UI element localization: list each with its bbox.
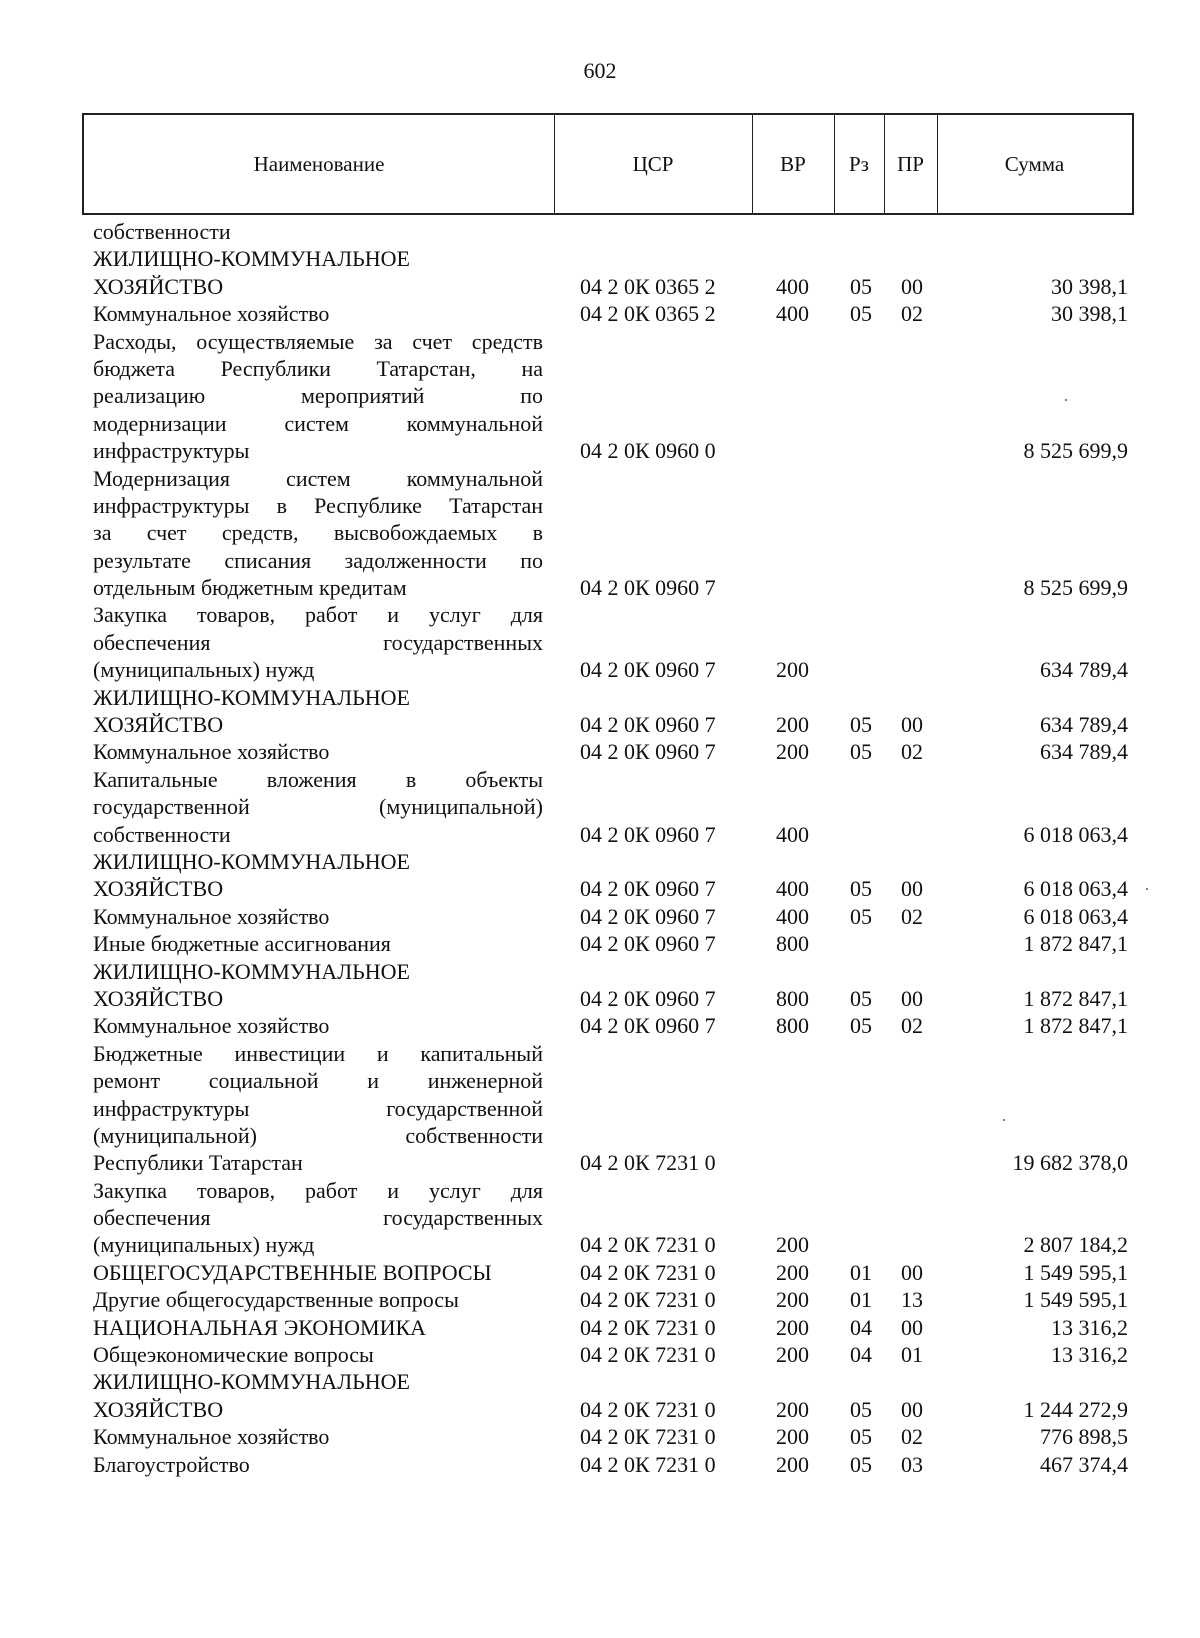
- row-csr: 04 2 0К 7231 0: [580, 1396, 716, 1422]
- table-row: [0, 1177, 1200, 1259]
- row-rz: 05: [850, 985, 872, 1011]
- row-rz: 05: [850, 712, 872, 738]
- row-name-line: инфраструктуры государственной: [93, 1095, 543, 1121]
- row-vr: 200: [776, 1259, 809, 1285]
- row-name-line: (муниципальных) нужд: [93, 657, 315, 683]
- header-vr: ВР: [780, 151, 806, 176]
- header-sum: Сумма: [1004, 151, 1065, 176]
- row-rz: 05: [850, 1013, 872, 1039]
- table-row: [0, 848, 1200, 903]
- row-sum: 13 316,2: [1051, 1314, 1128, 1340]
- row-rz: 05: [850, 1451, 872, 1477]
- row-sum: 1 244 272,9: [1023, 1396, 1128, 1422]
- table-row: [0, 903, 1200, 930]
- row-pr: 01: [901, 1342, 923, 1367]
- row-rz: 01: [850, 1287, 872, 1313]
- table-row: [0, 1012, 1200, 1039]
- row-name-line: ХОЗЯЙСТВО: [93, 985, 224, 1011]
- row-pr: 00: [901, 1314, 923, 1340]
- row-name-line: Благоустройство: [93, 1451, 250, 1477]
- row-name: [93, 1451, 543, 1478]
- row-name-line: за счет средств, высвобождаемых в: [93, 520, 543, 546]
- table-header: [82, 113, 1134, 215]
- row-vr: 400: [776, 903, 809, 929]
- row-csr: 04 2 0К 0960 7: [580, 712, 716, 738]
- row-pr: 02: [901, 1013, 923, 1039]
- row-vr: 800: [776, 985, 809, 1011]
- row-pr: 02: [901, 903, 923, 929]
- header-pr: ПР: [897, 151, 924, 176]
- table-row: [0, 1423, 1200, 1450]
- row-csr: 04 2 0К 7231 0: [580, 1314, 716, 1340]
- row-csr: 04 2 0К 0960 7: [580, 985, 716, 1011]
- row-name: [93, 1177, 543, 1259]
- table-row: [0, 930, 1200, 957]
- row-rz: 05: [850, 301, 872, 327]
- row-rz: 05: [850, 1424, 872, 1450]
- row-name-line: Закупка товаров, работ и услуг для: [93, 602, 543, 628]
- table-row: [0, 465, 1200, 602]
- row-name-line: (муниципальной) собственности: [93, 1122, 543, 1148]
- page-number: 602: [583, 58, 617, 83]
- row-name-line: (муниципальных) нужд: [93, 1232, 315, 1258]
- row-csr: 04 2 0К 0960 7: [580, 931, 716, 957]
- header-name: Наименование: [253, 151, 385, 176]
- row-vr: 400: [776, 301, 809, 327]
- row-vr: 200: [776, 657, 809, 683]
- row-name-line: отдельным бюджетным кредитам: [93, 575, 407, 601]
- row-name-line: ЖИЛИЩНО-КОММУНАЛЬНОЕ: [93, 246, 410, 272]
- row-vr: 200: [776, 1424, 809, 1450]
- row-name: [93, 1341, 543, 1368]
- row-name: [93, 245, 543, 300]
- table-row: [0, 958, 1200, 1013]
- row-pr: 00: [901, 273, 923, 299]
- row-name-line: НАЦИОНАЛЬНАЯ ЭКОНОМИКА: [93, 1314, 427, 1340]
- row-name-line: Коммунальное хозяйство: [93, 1424, 330, 1450]
- row-sum: 6 018 063,4: [1023, 876, 1128, 902]
- row-pr: 02: [901, 301, 923, 327]
- table-row: [0, 1314, 1200, 1341]
- row-csr: 04 2 0К 7231 0: [580, 1342, 716, 1367]
- row-name-line: собственности: [93, 219, 231, 244]
- row-vr: 800: [776, 931, 809, 957]
- row-name: [93, 1286, 543, 1313]
- row-name: [93, 848, 543, 903]
- row-pr: 00: [901, 1396, 923, 1422]
- row-sum: 634 789,4: [1040, 712, 1128, 738]
- scan-speck: [1065, 399, 1067, 401]
- row-name-line: ЖИЛИЩНО-КОММУНАЛЬНОЕ: [93, 1369, 410, 1395]
- row-name: [93, 1423, 543, 1450]
- row-name-line: государственной (муниципальной): [93, 794, 543, 820]
- row-name: [93, 930, 543, 957]
- row-csr: 04 2 0К 0960 7: [580, 575, 716, 601]
- row-pr: 03: [901, 1451, 923, 1477]
- row-vr: 200: [776, 1232, 809, 1258]
- table-row: [0, 1040, 1200, 1177]
- table-row: [0, 300, 1200, 327]
- row-pr: 13: [901, 1287, 923, 1313]
- row-pr: 00: [901, 876, 923, 902]
- row-csr: 04 2 0К 0960 7: [580, 821, 716, 847]
- row-vr: 400: [776, 273, 809, 299]
- row-name-line: Закупка товаров, работ и услуг для: [93, 1177, 543, 1203]
- row-name: [93, 218, 543, 245]
- row-name-line: ремонт социальной и инженерной: [93, 1068, 543, 1094]
- row-vr: 200: [776, 1314, 809, 1340]
- row-name-line: инфраструктуры в Республике Татарстан: [93, 492, 543, 518]
- row-name: [93, 1368, 543, 1423]
- row-vr: 200: [776, 1287, 809, 1313]
- row-vr: 200: [776, 1342, 809, 1367]
- row-sum: 1 872 847,1: [1023, 931, 1128, 957]
- row-sum: 2 807 184,2: [1023, 1232, 1128, 1258]
- row-csr: 04 2 0К 7231 0: [580, 1451, 716, 1477]
- header-csr: ЦСР: [632, 151, 674, 176]
- row-rz: 05: [850, 876, 872, 902]
- row-sum: 30 398,1: [1051, 273, 1128, 299]
- row-rz: 05: [850, 1396, 872, 1422]
- row-csr: 04 2 0К 0365 2: [580, 273, 716, 299]
- row-sum: 8 525 699,9: [1023, 575, 1128, 601]
- row-name: [93, 958, 543, 1013]
- row-csr: 04 2 0К 0960 7: [580, 739, 716, 765]
- row-name-line: Коммунальное хозяйство: [93, 1013, 330, 1039]
- row-csr: 04 2 0К 0960 7: [580, 903, 716, 929]
- scan-speck: [1146, 888, 1148, 890]
- row-name: [93, 903, 543, 930]
- row-name: [93, 684, 543, 739]
- table-row: [0, 1341, 1200, 1368]
- row-sum: 1 872 847,1: [1023, 1013, 1128, 1039]
- row-sum: 776 898,5: [1040, 1424, 1128, 1450]
- table-row: [0, 1368, 1200, 1423]
- table-row: [0, 684, 1200, 739]
- table-row: [0, 766, 1200, 848]
- row-name-line: модернизации систем коммунальной: [93, 410, 543, 436]
- row-csr: 04 2 0К 7231 0: [580, 1150, 716, 1176]
- row-csr: 04 2 0К 0960 7: [580, 1013, 716, 1039]
- row-name-line: собственности: [93, 821, 231, 847]
- row-name: [93, 1040, 543, 1177]
- row-sum: 467 374,4: [1040, 1451, 1128, 1477]
- row-sum: 8 525 699,9: [1023, 438, 1128, 464]
- row-name-line: результате списания задолженности по: [93, 547, 543, 573]
- row-vr: 200: [776, 1451, 809, 1477]
- row-rz: 04: [850, 1314, 872, 1340]
- row-name-line: реализацию мероприятий по: [93, 383, 543, 409]
- header-rz: Рз: [849, 151, 869, 176]
- table-row: [0, 218, 1200, 245]
- row-pr: 00: [901, 985, 923, 1011]
- row-name-line: обеспечения государственных: [93, 1205, 543, 1231]
- row-vr: 800: [776, 1013, 809, 1039]
- table-body: [0, 218, 1200, 1478]
- row-name: [93, 1012, 543, 1039]
- row-name-line: ХОЗЯЙСТВО: [93, 273, 224, 299]
- row-sum: 634 789,4: [1040, 739, 1128, 765]
- row-rz: 04: [850, 1342, 872, 1367]
- row-name-line: Коммунальное хозяйство: [93, 301, 330, 327]
- row-vr: 200: [776, 712, 809, 738]
- row-name-line: Коммунальное хозяйство: [93, 903, 330, 929]
- table-row: [0, 601, 1200, 683]
- row-name-line: Общеэкономические вопросы: [93, 1342, 374, 1368]
- row-sum: 1 549 595,1: [1023, 1259, 1128, 1285]
- row-sum: 30 398,1: [1051, 301, 1128, 327]
- row-rz: 05: [850, 273, 872, 299]
- row-name-line: Иные бюджетные ассигнования: [93, 931, 391, 957]
- row-name-line: Модернизация систем коммунальной: [93, 465, 543, 491]
- row-rz: 01: [850, 1259, 872, 1285]
- row-csr: 04 2 0К 0960 7: [580, 876, 716, 902]
- row-sum: 13 316,2: [1051, 1342, 1128, 1367]
- row-vr: 200: [776, 739, 809, 765]
- row-name: [93, 1259, 543, 1286]
- table-row: [0, 328, 1200, 465]
- row-name-line: ЖИЛИЩНО-КОММУНАЛЬНОЕ: [93, 684, 410, 710]
- table-row: [0, 1259, 1200, 1286]
- table-row: [0, 245, 1200, 300]
- row-name-line: Капитальные вложения в объекты: [93, 766, 543, 792]
- row-rz: 05: [850, 903, 872, 929]
- row-name: [93, 1314, 543, 1341]
- row-name-line: Другие общегосударственные вопросы: [93, 1287, 459, 1313]
- row-csr: 04 2 0К 0960 7: [580, 657, 716, 683]
- row-pr: 00: [901, 712, 923, 738]
- row-name: [93, 328, 543, 465]
- row-pr: 02: [901, 739, 923, 765]
- row-name: [93, 601, 543, 683]
- row-name: [93, 738, 543, 765]
- row-pr: 00: [901, 1259, 923, 1285]
- row-name-line: Коммунальное хозяйство: [93, 739, 330, 765]
- row-vr: 400: [776, 876, 809, 902]
- row-vr: 400: [776, 821, 809, 847]
- row-vr: 200: [776, 1396, 809, 1422]
- row-name-line: обеспечения государственных: [93, 629, 543, 655]
- row-csr: 04 2 0К 7231 0: [580, 1424, 716, 1450]
- row-name: [93, 300, 543, 327]
- row-name-line: Расходы, осуществляемые за счет средств: [93, 328, 543, 354]
- scan-speck: [1003, 1119, 1005, 1121]
- row-name-line: ОБЩЕГОСУДАРСТВЕННЫЕ ВОПРОСЫ: [93, 1259, 492, 1285]
- row-csr: 04 2 0К 0960 0: [580, 438, 716, 464]
- row-name: [93, 465, 543, 602]
- row-csr: 04 2 0К 7231 0: [580, 1259, 716, 1285]
- row-csr: 04 2 0К 7231 0: [580, 1287, 716, 1313]
- row-name-line: инфраструктуры: [93, 438, 250, 464]
- row-sum: 1 549 595,1: [1023, 1287, 1128, 1313]
- row-pr: 02: [901, 1424, 923, 1450]
- row-name-line: Бюджетные инвестиции и капитальный: [93, 1040, 543, 1066]
- row-sum: 634 789,4: [1040, 657, 1128, 683]
- row-name-line: Республики Татарстан: [93, 1150, 303, 1176]
- row-csr: 04 2 0К 0365 2: [580, 301, 716, 327]
- row-name-line: бюджета Республики Татарстан, на: [93, 355, 543, 381]
- row-name-line: ХОЗЯЙСТВО: [93, 712, 224, 738]
- row-name-line: ХОЗЯЙСТВО: [93, 876, 224, 902]
- table-row: [0, 1451, 1200, 1478]
- row-name: [93, 766, 543, 848]
- row-sum: 1 872 847,1: [1023, 985, 1128, 1011]
- row-name-line: ХОЗЯЙСТВО: [93, 1396, 224, 1422]
- row-name-line: ЖИЛИЩНО-КОММУНАЛЬНОЕ: [93, 848, 410, 874]
- table-row: [0, 1286, 1200, 1313]
- row-sum: 19 682 378,0: [1012, 1150, 1128, 1176]
- row-rz: 05: [850, 739, 872, 765]
- row-sum: 6 018 063,4: [1023, 821, 1128, 847]
- row-name-line: ЖИЛИЩНО-КОММУНАЛЬНОЕ: [93, 958, 410, 984]
- table-row: [0, 738, 1200, 765]
- row-csr: 04 2 0К 7231 0: [580, 1232, 716, 1258]
- row-sum: 6 018 063,4: [1023, 903, 1128, 929]
